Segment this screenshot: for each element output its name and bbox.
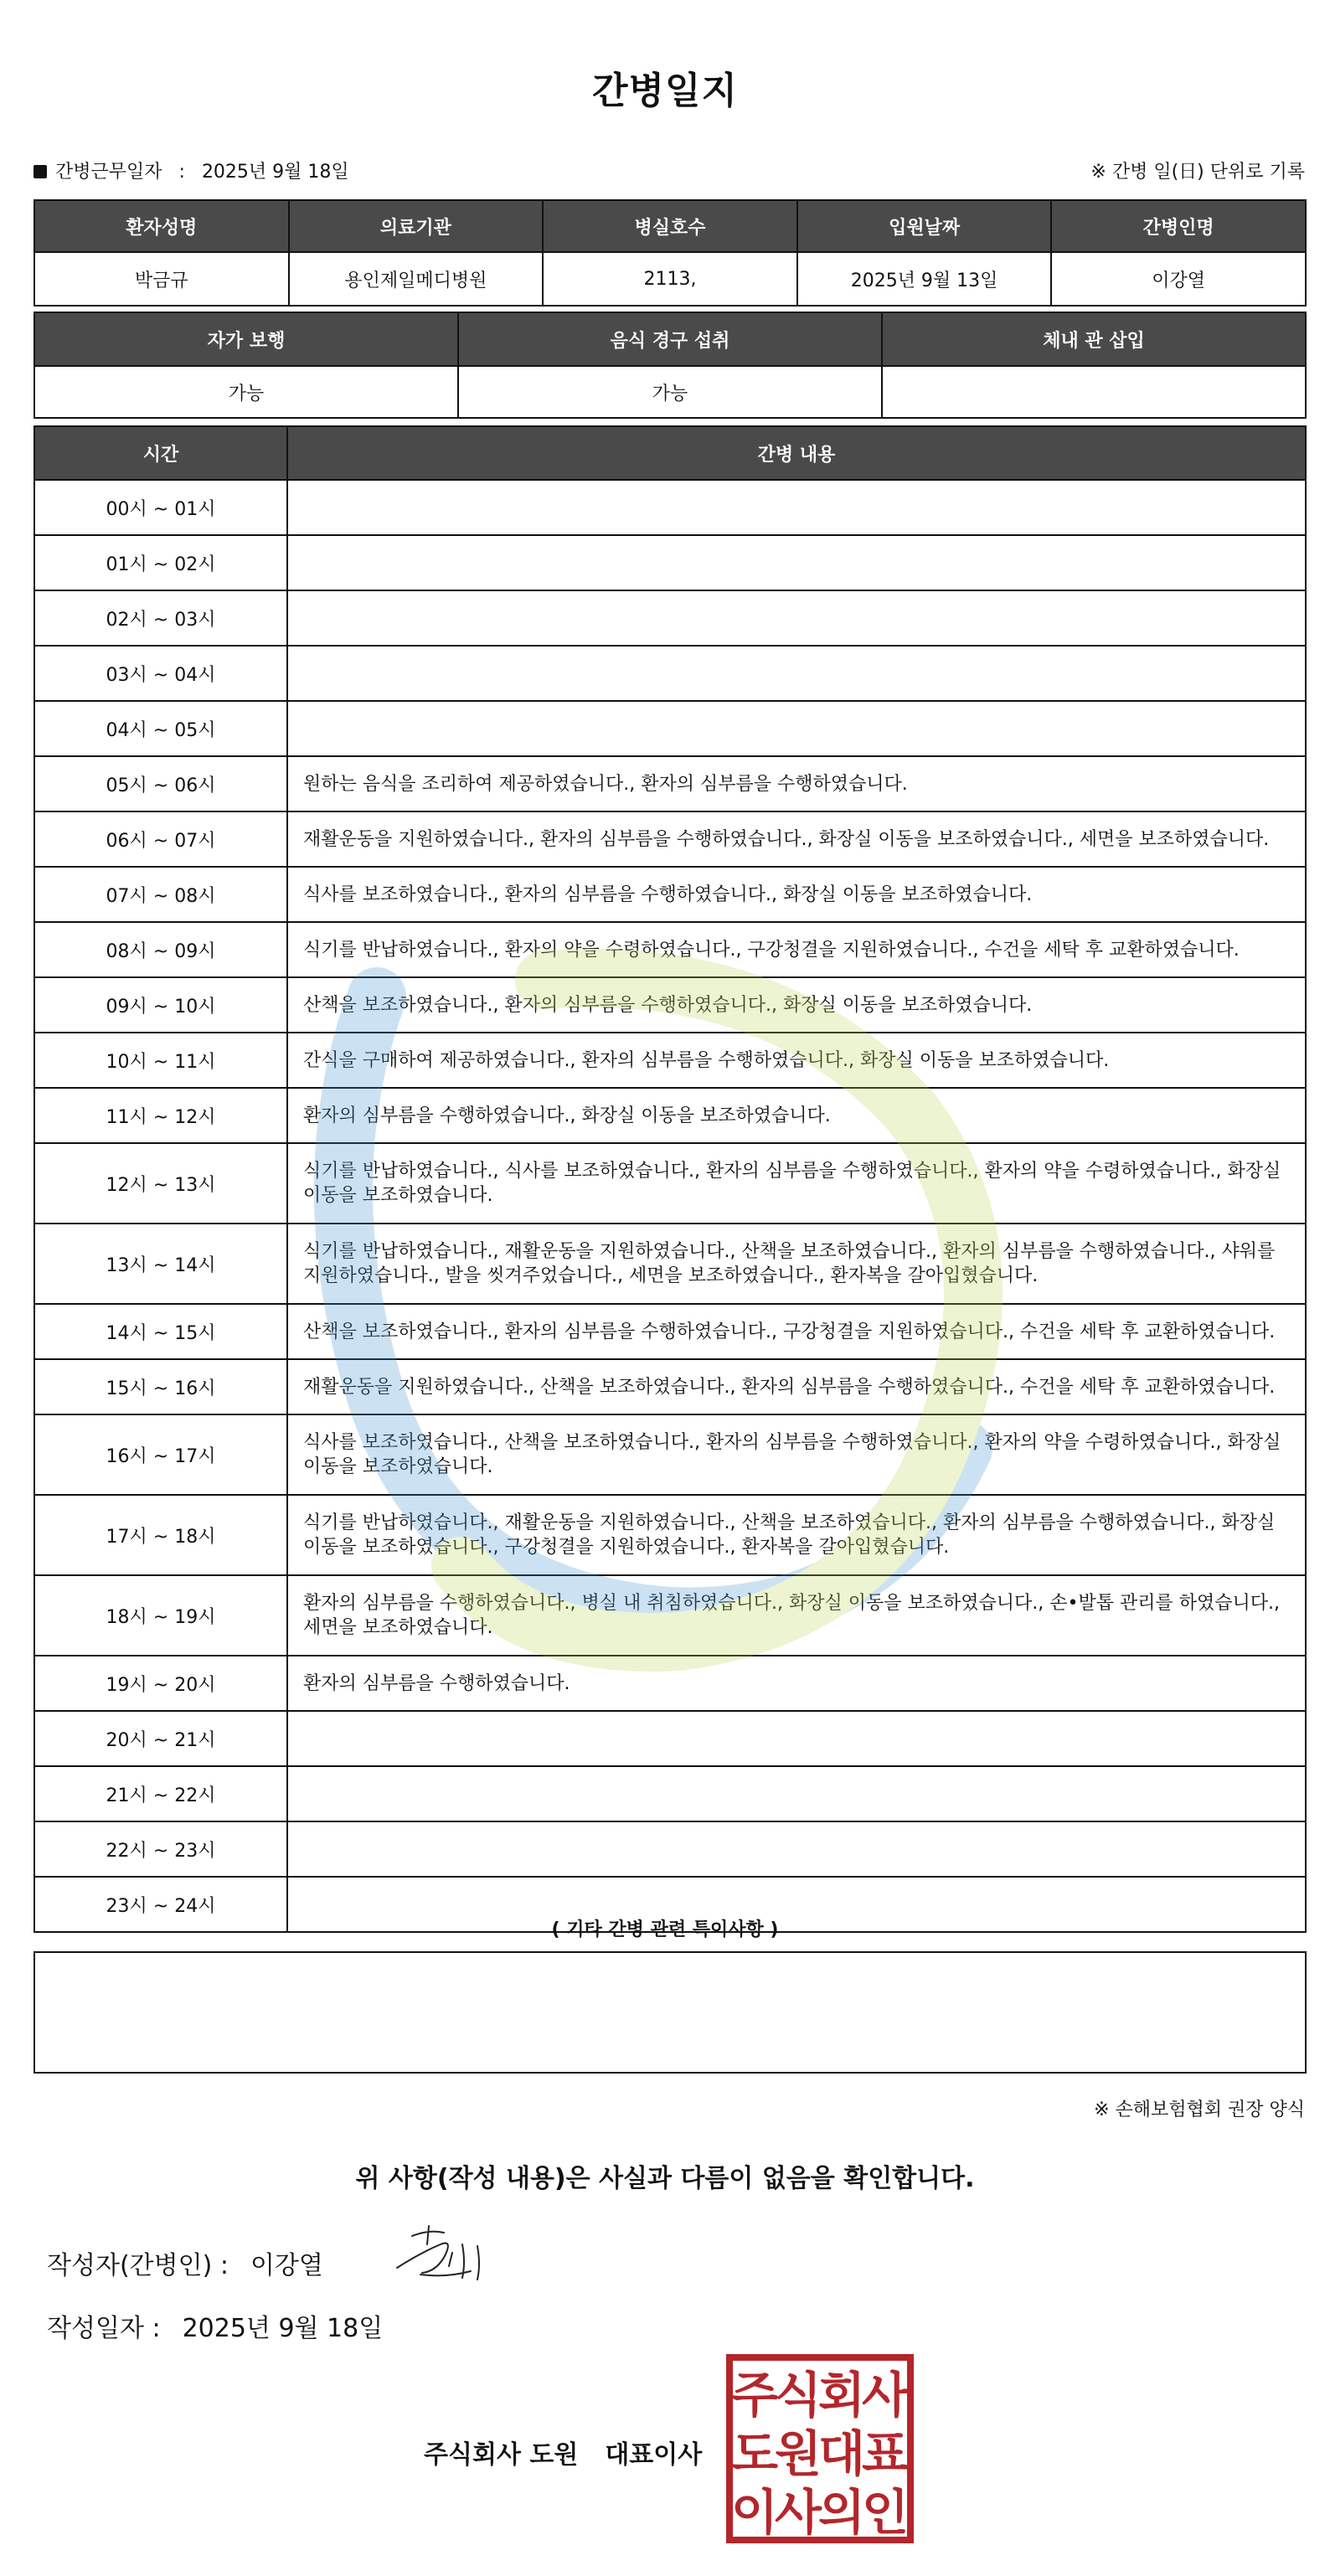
care-content: 식기를 반납하였습니다., 재활운동을 지원하였습니다., 산책을 보조하였습니다., 환자의 심부름을 수행하였습니다., 샤워를 지원하였습니다., 발을 씻겨주었습니다., 세면을 보조하였습니다., 환자복을 갈아입혔습니다. bbox=[287, 1224, 1306, 1304]
care-content: 재활운동을 지원하였습니다., 환자의 심부름을 수행하였습니다., 화장실 이동을 보조하였습니다., 세면을 보조하였습니다. bbox=[287, 811, 1306, 867]
company-name: 주식회사 도원 bbox=[424, 2440, 579, 2470]
header-oral-intake: 음식 경구 섭취 bbox=[458, 312, 882, 366]
writer-label: 작성자(간병인) : bbox=[47, 2251, 229, 2280]
care-log-table bbox=[34, 425, 1307, 1933]
care-content bbox=[287, 1766, 1306, 1821]
care-content bbox=[287, 590, 1306, 646]
header-self-walking: 자가 보행 bbox=[34, 312, 458, 366]
time-slot: 18시 ~ 19시 bbox=[34, 1575, 287, 1656]
time-slot: 22시 ~ 23시 bbox=[34, 1821, 287, 1877]
table-row bbox=[34, 590, 1306, 646]
time-slot: 06시 ~ 07시 bbox=[34, 811, 287, 867]
table-row bbox=[34, 535, 1306, 590]
header-room: 병실호수 bbox=[543, 200, 797, 252]
seal-character: 이 bbox=[730, 2484, 779, 2541]
seal-character: 주 bbox=[730, 2367, 779, 2424]
seal-character: 회 bbox=[817, 2367, 866, 2424]
tube-insertion-value bbox=[882, 366, 1306, 418]
time-slot: 14시 ~ 15시 bbox=[34, 1304, 287, 1359]
care-content bbox=[287, 646, 1306, 701]
writer-name: 이강열 bbox=[250, 2251, 323, 2280]
care-content: 원하는 음식을 조리하여 제공하였습니다., 환자의 심부름을 수행하였습니다. bbox=[287, 756, 1306, 811]
work-date-value: 2025년 9월 18일 bbox=[201, 162, 349, 183]
admission-date: 2025년 9월 13일 bbox=[797, 252, 1052, 306]
ceo-title: 대표이사 bbox=[605, 2440, 703, 2470]
care-content: 간식을 구매하여 제공하였습니다., 환자의 심부름을 수행하였습니다., 화장실 이동을 보조하였습니다. bbox=[287, 1033, 1306, 1088]
room-number: 2113, bbox=[543, 252, 797, 306]
care-content: 식기를 반납하였습니다., 환자의 약을 수령하였습니다., 구강청결을 지원하였습니다., 수건을 세탁 후 교환하였습니다. bbox=[287, 922, 1306, 977]
table-row bbox=[34, 1414, 1306, 1495]
table-row bbox=[34, 1656, 1306, 1711]
care-content: 환자의 심부름을 수행하였습니다., 병실 내 취침하였습니다., 화장실 이동을 보조하였습니다., 손•발톱 관리를 하였습니다., 세면을 보조하였습니다. bbox=[287, 1575, 1306, 1656]
time-slot: 09시 ~ 10시 bbox=[34, 977, 287, 1033]
time-slot: 00시 ~ 01시 bbox=[34, 480, 287, 535]
work-date-colon: : bbox=[178, 162, 185, 183]
table-row bbox=[34, 867, 1306, 922]
company-line bbox=[424, 2434, 702, 2470]
header-time: 시간 bbox=[34, 426, 287, 480]
seal-character: 도 bbox=[730, 2425, 779, 2482]
time-slot: 17시 ~ 18시 bbox=[34, 1495, 287, 1575]
written-date-line bbox=[47, 2307, 383, 2344]
care-content: 산책을 보조하였습니다., 환자의 심부름을 수행하였습니다., 구강청결을 지원하였습니다., 수건을 세탁 후 교환하였습니다. bbox=[287, 1304, 1306, 1359]
caregiver-name: 이강열 bbox=[1051, 252, 1306, 306]
seal-character: 식 bbox=[774, 2367, 822, 2424]
table-row bbox=[34, 1766, 1306, 1821]
written-date-label: 작성일자 : bbox=[47, 2314, 161, 2343]
document-title: 간병일지 bbox=[591, 70, 738, 112]
time-slot: 10시 ~ 11시 bbox=[34, 1033, 287, 1088]
time-slot: 05시 ~ 06시 bbox=[34, 756, 287, 811]
special-notes-label: ( 기타 간병 관련 특이사항 ) bbox=[551, 1919, 779, 1940]
table-row bbox=[34, 811, 1306, 867]
time-slot: 15시 ~ 16시 bbox=[34, 1359, 287, 1414]
company-seal-stamp bbox=[725, 2353, 915, 2544]
oral-intake-value: 가능 bbox=[458, 366, 882, 418]
table-row bbox=[34, 1495, 1306, 1575]
time-slot: 07시 ~ 08시 bbox=[34, 867, 287, 922]
hospital-name: 용인제일메디병원 bbox=[289, 252, 544, 306]
unit-note: ※ 간병 일(日) 단위로 기록 bbox=[1090, 162, 1305, 183]
header-caregiver: 간병인명 bbox=[1051, 200, 1306, 252]
care-content bbox=[287, 535, 1306, 590]
table-row bbox=[34, 1224, 1306, 1304]
header-patient-name: 환자성명 bbox=[34, 200, 289, 252]
table-row bbox=[34, 1711, 1306, 1766]
work-date-line bbox=[34, 157, 349, 183]
time-slot: 20시 ~ 21시 bbox=[34, 1711, 287, 1766]
table-row bbox=[34, 701, 1306, 756]
header-admission-date: 입원날짜 bbox=[797, 200, 1052, 252]
table-row bbox=[34, 922, 1306, 977]
patient-name: 박금규 bbox=[34, 252, 289, 306]
confirm-statement: 위 사항(작성 내용)은 사실과 다름이 없음을 확인합니다. bbox=[355, 2164, 975, 2193]
special-notes-box bbox=[34, 1951, 1307, 2074]
header-care-content: 간병 내용 bbox=[287, 426, 1306, 480]
work-date-label: 간병근무일자 bbox=[55, 162, 162, 183]
care-content bbox=[287, 701, 1306, 756]
table-row bbox=[34, 646, 1306, 701]
time-slot: 03시 ~ 04시 bbox=[34, 646, 287, 701]
care-content bbox=[287, 1821, 1306, 1877]
seal-character: 의 bbox=[817, 2484, 866, 2541]
seal-character: 표 bbox=[861, 2425, 910, 2482]
table-row bbox=[34, 977, 1306, 1033]
seal-character: 사 bbox=[774, 2484, 822, 2541]
time-slot: 16시 ~ 17시 bbox=[34, 1414, 287, 1495]
writer-line bbox=[47, 2244, 323, 2281]
table-row bbox=[34, 1821, 1306, 1877]
recommend-note: ※ 손해보험협회 권장 양식 bbox=[1094, 2099, 1305, 2120]
time-slot: 21시 ~ 22시 bbox=[34, 1766, 287, 1821]
time-slot: 23시 ~ 24시 bbox=[34, 1877, 287, 1932]
table-row bbox=[34, 756, 1306, 811]
seal-character: 원 bbox=[774, 2425, 822, 2482]
care-content: 식기를 반납하였습니다., 식사를 보조하였습니다., 환자의 심부름을 수행하였습니다., 환자의 약을 수령하였습니다., 화장실 이동을 보조하였습니다. bbox=[287, 1143, 1306, 1224]
self-walking-value: 가능 bbox=[34, 366, 458, 418]
seal-character: 사 bbox=[861, 2367, 910, 2424]
table-row bbox=[34, 480, 1306, 535]
bullet-square-icon bbox=[34, 165, 47, 178]
time-slot: 02시 ~ 03시 bbox=[34, 590, 287, 646]
handwritten-signature bbox=[379, 2219, 513, 2295]
seal-character: 인 bbox=[861, 2484, 910, 2541]
time-slot: 19시 ~ 20시 bbox=[34, 1656, 287, 1711]
care-content: 산책을 보조하였습니다., 환자의 심부름을 수행하였습니다., 화장실 이동을 보조하였습니다. bbox=[287, 977, 1306, 1033]
patient-info-table bbox=[34, 199, 1307, 307]
table-row bbox=[34, 1304, 1306, 1359]
seal-character: 대 bbox=[817, 2425, 866, 2482]
time-slot: 12시 ~ 13시 bbox=[34, 1143, 287, 1224]
table-row bbox=[34, 1088, 1306, 1143]
patient-status-table bbox=[34, 312, 1307, 419]
table-row bbox=[34, 1143, 1306, 1224]
care-content: 환자의 심부름을 수행하였습니다. bbox=[287, 1656, 1306, 1711]
table-row bbox=[34, 1359, 1306, 1414]
time-slot: 08시 ~ 09시 bbox=[34, 922, 287, 977]
header-tube-insertion: 체내 관 삽입 bbox=[882, 312, 1306, 366]
care-content: 식사를 보조하였습니다., 환자의 심부름을 수행하였습니다., 화장실 이동을 보조하였습니다. bbox=[287, 867, 1306, 922]
care-content: 환자의 심부름을 수행하였습니다., 화장실 이동을 보조하였습니다. bbox=[287, 1088, 1306, 1143]
header-hospital: 의료기관 bbox=[289, 200, 544, 252]
care-content: 식사를 보조하였습니다., 산책을 보조하였습니다., 환자의 심부름을 수행하였습니다., 환자의 약을 수령하였습니다., 화장실 이동을 보조하였습니다. bbox=[287, 1414, 1306, 1495]
care-content bbox=[287, 1711, 1306, 1766]
time-slot: 04시 ~ 05시 bbox=[34, 701, 287, 756]
care-content bbox=[287, 480, 1306, 535]
care-content: 식기를 반납하였습니다., 재활운동을 지원하였습니다., 산책을 보조하였습니다., 환자의 심부름을 수행하였습니다., 화장실 이동을 보조하였습니다., 구강청결을 지원하였습니다., 환자복을 갈아입혔습니다. bbox=[287, 1495, 1306, 1575]
time-slot: 13시 ~ 14시 bbox=[34, 1224, 287, 1304]
time-slot: 11시 ~ 12시 bbox=[34, 1088, 287, 1143]
table-row bbox=[34, 1575, 1306, 1656]
written-date-value: 2025년 9월 18일 bbox=[182, 2314, 384, 2343]
care-content: 재활운동을 지원하였습니다., 산책을 보조하였습니다., 환자의 심부름을 수행하였습니다., 수건을 세탁 후 교환하였습니다. bbox=[287, 1359, 1306, 1414]
table-row bbox=[34, 1033, 1306, 1088]
time-slot: 01시 ~ 02시 bbox=[34, 535, 287, 590]
